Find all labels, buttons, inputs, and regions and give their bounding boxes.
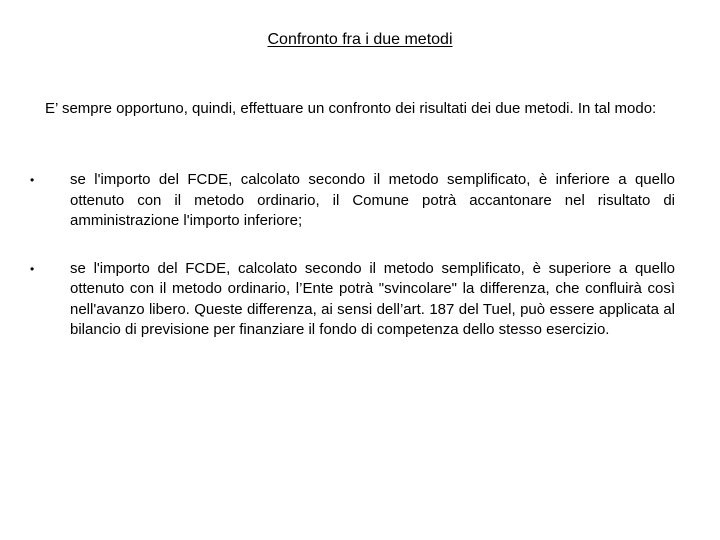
bullet-item-inferiore xyxy=(30,170,675,232)
slide-title: Confronto fra i due metodi xyxy=(267,31,453,48)
intro-paragraph: E’ sempre opportuno, quindi, effettuare un confronto dei risultati dei due metodi. In tal modo: xyxy=(45,100,657,117)
bullet-marker: • xyxy=(30,173,35,187)
bullet-text: se l'importo del FCDE, calcolato secondo il metodo semplificato, è superiore a quello ottenuto con il metodo ordinario, l’Ente potrà "svincolare" la differenza, che confluirà così nell'avanzo libero. Queste differenza, ai sensi dell’art. 187 del Tuel, può essere applicata al bilancio di previsione per finanziare il fondo di competenza dello stesso esercizio. xyxy=(70,259,675,338)
bullet-item-superiore xyxy=(30,259,675,341)
bullet-text: se l'importo del FCDE, calcolato secondo il metodo semplificato, è inferiore a quello ottenuto con il metodo ordinario, il Comune potrà accantonare nel risultato di amministrazione l'importo inferiore; xyxy=(70,171,675,229)
bullet-list xyxy=(30,170,675,368)
bullet-marker: • xyxy=(30,261,35,276)
